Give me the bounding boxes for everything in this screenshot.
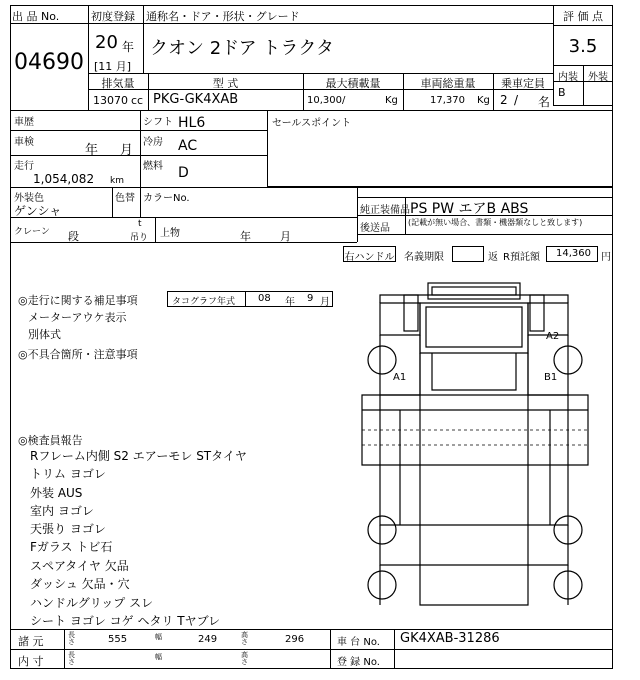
- defects-heading: ◎不具合箇所・注意事項: [18, 348, 138, 361]
- aftermarket-label: 後送品: [360, 223, 390, 234]
- inspector-heading: ◎検査員報告: [18, 434, 83, 447]
- rule: [112, 187, 113, 217]
- height-label: 高さ: [241, 631, 248, 646]
- inspector-line: トリム ヨゴレ: [30, 467, 106, 481]
- rule: [88, 5, 89, 110]
- upper-year: 年: [240, 230, 251, 243]
- r-deposit-label: R預託額: [503, 252, 540, 263]
- dims-label: 諸 元: [18, 635, 44, 648]
- capacity-value: 2: [500, 93, 508, 107]
- rule: [143, 5, 144, 73]
- rule: [330, 629, 331, 669]
- inspector-line: ハンドルグリップ スレ: [30, 596, 154, 610]
- mileage-label: 走行: [14, 161, 34, 172]
- model-name: クオン 2ドア トラクタ: [150, 38, 334, 59]
- rule: [553, 105, 613, 106]
- capacity-unit: 名: [538, 95, 551, 109]
- inspector-line: シート ヨゴレ コゲ ヘタリ Tヤブレ: [30, 614, 221, 628]
- capacity-label: 乗車定員: [501, 77, 545, 90]
- crane-dan: 段: [68, 230, 79, 243]
- rule: [357, 217, 358, 242]
- inner-length-label: 長さ: [68, 651, 75, 666]
- ac-label: 冷房: [143, 137, 163, 148]
- equipment-value: PS PW エアB ABS: [410, 201, 529, 217]
- inspector-line: 室内 ヨゴレ: [30, 504, 94, 518]
- rule: [553, 25, 613, 26]
- rule: [10, 649, 613, 650]
- capacity-sep: /: [514, 93, 519, 107]
- inspector-line: 外装 AUS: [30, 486, 83, 500]
- inspection-month: 月: [120, 143, 134, 158]
- aftermarket-note: (記載が無い場合、書類・機器類なしと致します): [408, 218, 583, 227]
- mileage-unit: km: [110, 176, 124, 186]
- chassis-value: GK4XAB-31286: [400, 631, 500, 646]
- crane-tsuri: 吊り: [130, 233, 149, 243]
- lot-no-label: 出 品 No.: [12, 10, 60, 23]
- tacho-label: タコグラフ年式: [172, 297, 236, 307]
- rule: [10, 187, 613, 188]
- history-label: 車歴: [14, 117, 34, 128]
- reg-year: 20: [95, 32, 118, 53]
- color-change-label: 色替: [115, 193, 135, 204]
- gross-unit: Kg: [477, 95, 490, 106]
- upper-label: 上物: [160, 228, 180, 239]
- rule: [245, 291, 246, 307]
- length-label: 長さ: [68, 631, 75, 646]
- sales-point-label: セールスポイント: [272, 118, 352, 129]
- displacement-unit: cc: [131, 94, 144, 107]
- crane-t: t: [138, 219, 142, 229]
- name-change-box: [452, 246, 484, 262]
- width-value: 249: [198, 634, 218, 645]
- load-value: 10,300: [307, 95, 342, 106]
- rule: [140, 187, 141, 217]
- displacement-label: 排気量: [101, 77, 135, 90]
- inspector-line: スペアタイヤ 欠品: [30, 559, 129, 573]
- interior-grade: B: [558, 86, 566, 99]
- inspector-line: 天張り ヨゴレ: [30, 522, 106, 536]
- gross-label: 車両総重量: [420, 77, 476, 90]
- tacho-month: 9: [307, 293, 314, 304]
- fuel-label: 燃料: [143, 161, 163, 172]
- load-unit: Kg: [385, 95, 398, 106]
- inspector-line: ダッシュ 欠品・穴: [30, 577, 130, 591]
- inspection-label: 車検: [14, 137, 34, 148]
- inspector-line: Fガラス トビ石: [30, 540, 113, 554]
- displacement-value: 13070: [93, 94, 128, 107]
- rule: [10, 155, 267, 156]
- tacho-month-unit: 月: [320, 297, 330, 308]
- sales-point-box: [267, 110, 613, 187]
- width-label: 幅: [155, 633, 162, 641]
- truck-diagram: [360, 265, 590, 620]
- color-code-label: カラーNo.: [143, 193, 190, 204]
- ext-color-label: 外装色: [14, 193, 44, 204]
- name-change-label: 名義期限: [404, 252, 444, 263]
- rule: [88, 73, 553, 74]
- mileage-value: 1,054,082: [33, 172, 95, 186]
- score-label: 評 価 点: [563, 10, 603, 23]
- rule: [10, 130, 267, 131]
- type-label: 型 式: [212, 77, 239, 90]
- load-label: 最大積載量: [325, 77, 381, 90]
- rule: [140, 110, 141, 187]
- diagram-mark-b1: B1: [544, 372, 558, 383]
- rule: [10, 242, 357, 243]
- rule: [10, 217, 357, 218]
- inspector-line: Rフレーム内側 S2 エアーモレ STタイヤ: [30, 449, 247, 463]
- gross-value: 17,370: [430, 95, 465, 106]
- reg-month: [11 月]: [94, 60, 132, 73]
- return-label: 返: [488, 252, 498, 263]
- score-value: 3.5: [568, 36, 598, 57]
- equipment-label: 純正装備品: [360, 205, 410, 216]
- chassis-label: 車 台 No.: [337, 637, 380, 648]
- exterior-label: 外装: [588, 72, 608, 83]
- ext-color-value: ゲンシャ: [14, 204, 62, 218]
- rule: [394, 629, 395, 669]
- rule: [155, 217, 156, 242]
- reg-no-label: 登 録 No.: [337, 657, 380, 668]
- rhd-label: 右ハンドル: [344, 252, 395, 263]
- inspection-year: 年: [85, 143, 99, 158]
- upper-month: 月: [280, 230, 291, 243]
- driving-heading: ◎走行に関する補足事項: [18, 294, 138, 307]
- tacho-year: 08: [258, 293, 271, 304]
- rule: [64, 629, 65, 669]
- inner-height-label: 高さ: [241, 651, 248, 666]
- fuel-value: D: [178, 165, 189, 181]
- crane-label: クレーン: [14, 227, 50, 237]
- tacho-year-unit: 年: [285, 297, 295, 308]
- diagram-mark-a2: A2: [546, 331, 560, 342]
- driving-line: メーターアウケ表示: [28, 311, 127, 324]
- length-value: 555: [108, 634, 128, 645]
- reg-year-unit: 年: [122, 40, 135, 54]
- inner-label: 内 寸: [18, 655, 44, 668]
- model-label: 通称名・ドア・形状・グレード: [146, 10, 300, 23]
- interior-label: 内装: [558, 72, 578, 83]
- first-reg-label: 初度登録: [91, 10, 135, 23]
- height-value: 296: [285, 634, 305, 645]
- ac-value: AC: [178, 138, 198, 154]
- shift-value: HL6: [178, 115, 206, 131]
- diagram-mark-a1: A1: [393, 372, 407, 383]
- load-sep: /: [342, 95, 346, 106]
- driving-line: 別体式: [28, 328, 61, 341]
- lot-no-value: 04690: [14, 50, 84, 75]
- shift-label: シフト: [143, 117, 173, 128]
- r-deposit-unit: 円: [601, 252, 611, 263]
- inner-width-label: 幅: [155, 653, 162, 661]
- r-deposit-value: 14,360: [556, 248, 591, 259]
- rule: [10, 629, 613, 630]
- type-value: PKG-GK4XAB: [153, 92, 239, 107]
